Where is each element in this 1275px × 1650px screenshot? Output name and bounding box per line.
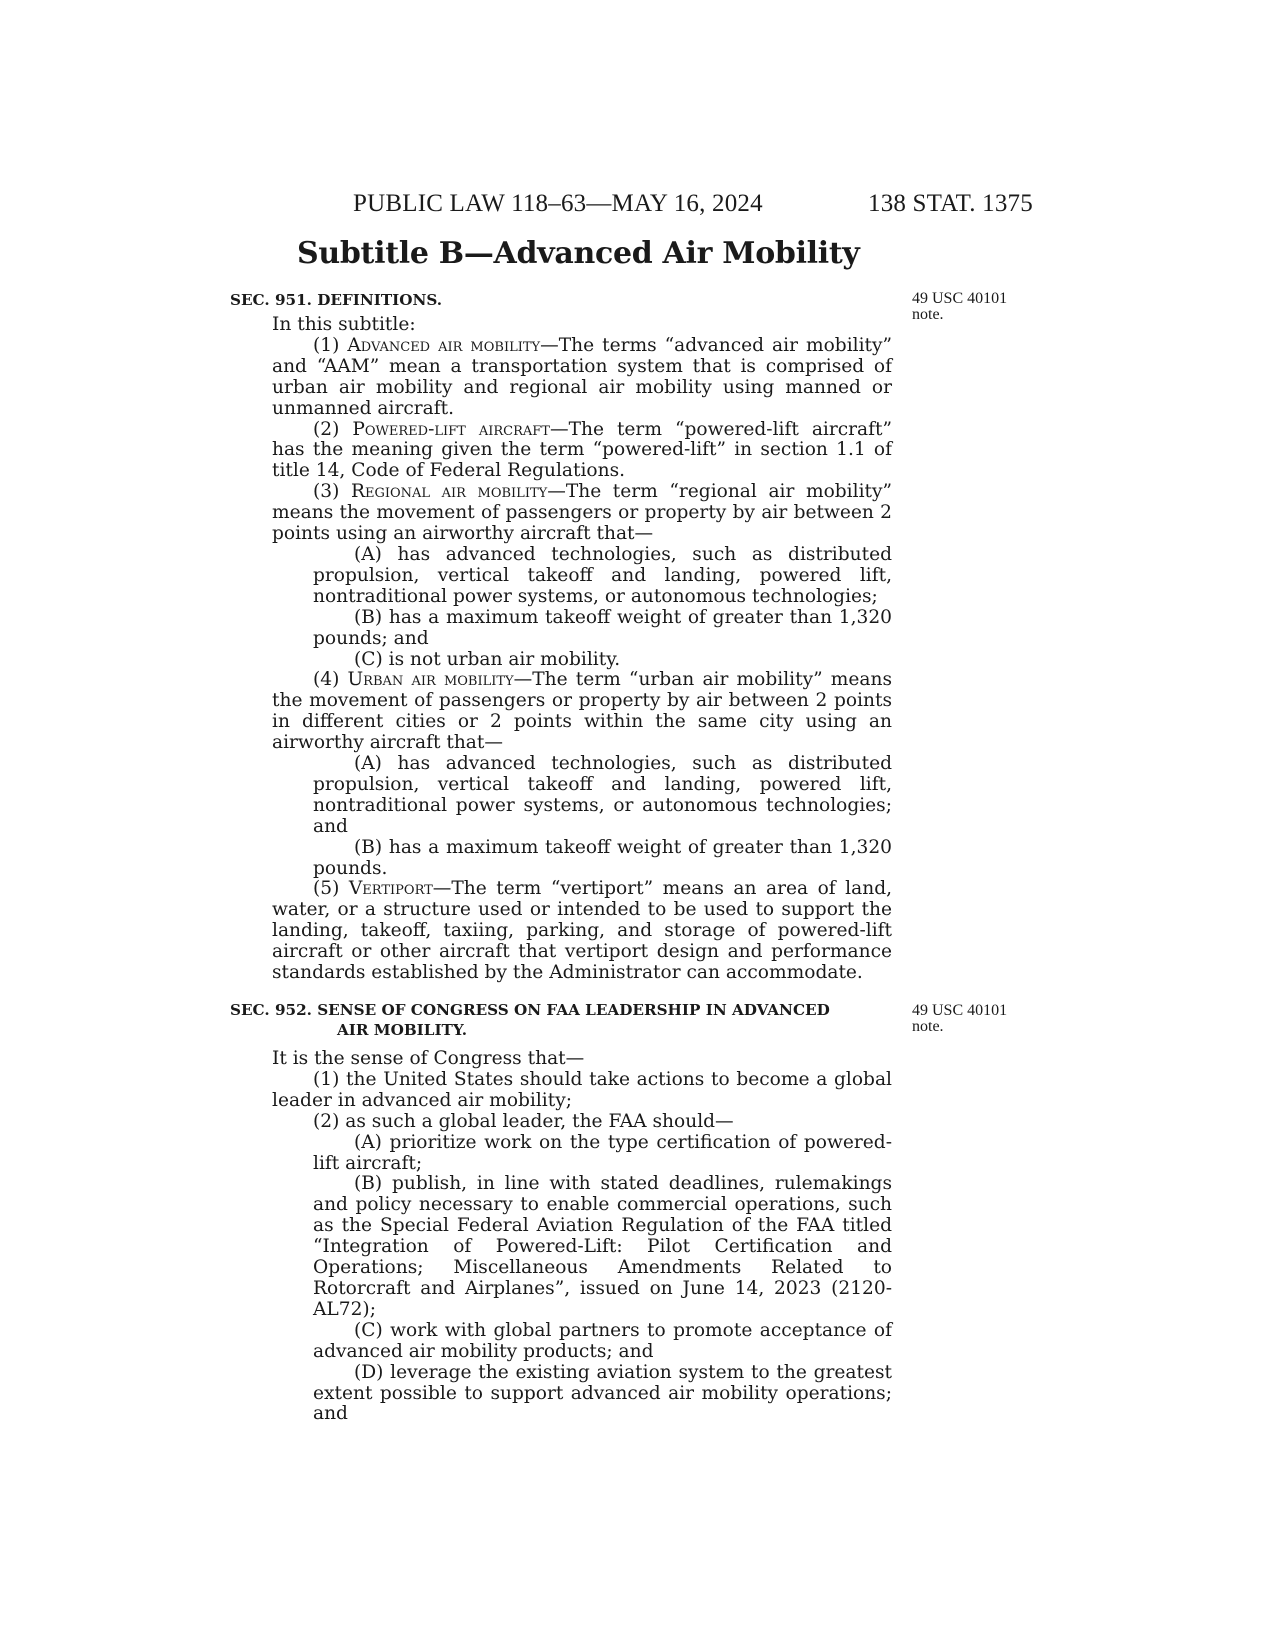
subtitle-heading: Subtitle B—Advanced Air Mobility (297, 236, 860, 271)
definition-3-c: (C) is not urban air mobility. (354, 648, 621, 670)
definition-4-term: Urban air mobility (347, 669, 514, 691)
definition-4-b: (B) has a maximum takeoff weight of greater than 1,320 pounds. (313, 836, 892, 879)
definition-4-a: (A) has advanced technologies, such as distributed propulsion, vertical takeoff and landing, powered lift, nontraditional power systems, or autonomous technologies; and (313, 753, 892, 837)
statute-page-number: 138 STAT. 1375 (868, 190, 1033, 217)
definition-1-term: Advanced air mobility (347, 334, 541, 356)
definition-3-a: (A) has advanced technologies, such as distributed propulsion, vertical takeoff and landing, powered lift, nontraditional power systems, or autonomous technologies; (313, 543, 892, 607)
sec-952-margin-note (912, 1003, 1022, 1035)
sec-951-margin-note (912, 291, 1022, 323)
sec-951-heading: SEC. 951. DEFINITIONS. (230, 291, 443, 309)
sec-951-intro: In this subtitle: (272, 314, 416, 335)
definition-5-term: Vertiport (348, 878, 433, 900)
sense-1: (1) the United States should take actions to become a global leader in advanced air mobility; (272, 1068, 892, 1111)
definition-5-text: —The term “vertiport” means an area of land, water, or a structure used or intended to be used to support the landing, takeoff, taxiing, parking, and storage of powered-lift aircraft or other aircraft that vertiport design and performance standards established by the Administrator can accommodate. (272, 878, 893, 984)
definition-3-term: Regional air mobility (350, 481, 548, 503)
sense-2-d: (D) leverage the existing aviation system to the greatest extent possible to support advanced air mobility operations; and (313, 1361, 892, 1425)
margin-note-label: note. (912, 306, 944, 323)
sense-2: (2) as such a global leader, the FAA should— (313, 1110, 734, 1132)
definition-3-text: —The term “regional air mobility” means the movement of passengers or property by air between 2 points using an airworthy aircraft that— (272, 481, 893, 545)
running-head-title: PUBLIC LAW 118–63—MAY 16, 2024 (353, 190, 763, 217)
sense-2-c: (C) work with global partners to promote acceptance of advanced air mobility products; and (313, 1319, 892, 1362)
margin-note-citation: 49 USC 40101 (912, 290, 1008, 307)
definition-3-b: (B) has a maximum takeoff weight of greater than 1,320 pounds; and (313, 606, 892, 649)
sec-952-heading (230, 1000, 892, 1040)
definition-2-text: —The term “powered-lift aircraft” has the meaning given the term “powered-lift” in section 1.1 of title 14, Code of Federal Regulations. (272, 418, 893, 482)
sec-952-heading-line1: SEC. 952. SENSE OF CONGRESS ON FAA LEADERSHIP IN ADVANCED (230, 1001, 830, 1019)
definition-2-term: Powered-lift aircraft (352, 418, 550, 440)
definition-4: (4) Urban air mobility—The term “urban air mobility” means the movement of passengers or property by air between 2 points in different cities or 2 points within the same city using an airworthy aircraft that— (272, 669, 892, 754)
margin-note-label: note. (912, 1018, 944, 1035)
margin-note-citation: 49 USC 40101 (912, 1002, 1008, 1019)
sec-952-intro: It is the sense of Congress that— (272, 1048, 585, 1069)
sec-952-body (272, 1049, 892, 1425)
sense-2-a: (A) prioritize work on the type certification of powered-lift aircraft; (313, 1131, 892, 1174)
definition-1-text: —The terms “advanced air mobility” and “AAM” mean a transportation system that is comprised of urban air mobility and regional air mobility using manned or unmanned aircraft. (272, 334, 893, 419)
definition-3: (3) Regional air mobility—The term “regional air mobility” means the movement of passengers or property by air between 2 points using an airworthy aircraft that— (272, 481, 893, 545)
sec-951-body (272, 315, 892, 984)
definition-4-text: —The term “urban air mobility” means the movement of passengers or property by air between 2 points in different cities or 2 points within the same city using an airworthy aircraft that— (272, 669, 892, 754)
sec-952-heading-line2: AIR MOBILITY. (337, 1021, 468, 1039)
sense-2-b: (B) publish, in line with stated deadlines, rulemakings and policy necessary to enable commercial operations, such as the Special Federal Aviation Regulation of the FAA titled “Integration of Powered-Lift: Pilot Certification and Operations; Miscellaneous Amendments Related to Rotorcraft and Airplanes”, issued on June 14, 2023 (2120-AL72); (313, 1173, 892, 1320)
definition-2: (2) Powered-lift aircraft—The term “powered-lift aircraft” has the meaning given the term “powered-lift” in section 1.1 of title 14, Code of Federal Regulations. (272, 418, 893, 482)
definition-1: (1) Advanced air mobility—The terms “advanced air mobility” and “AAM” mean a transportation system that is comprised of urban air mobility and regional air mobility using manned or unmanned aircraft. (272, 334, 893, 419)
definition-5: (5) Vertiport—The term “vertiport” means an area of land, water, or a structure used or intended to be used to support the landing, takeoff, taxiing, parking, and storage of powered-lift aircraft or other aircraft that vertiport design and performance standards established by the Administrator can accommodate. (272, 878, 893, 984)
